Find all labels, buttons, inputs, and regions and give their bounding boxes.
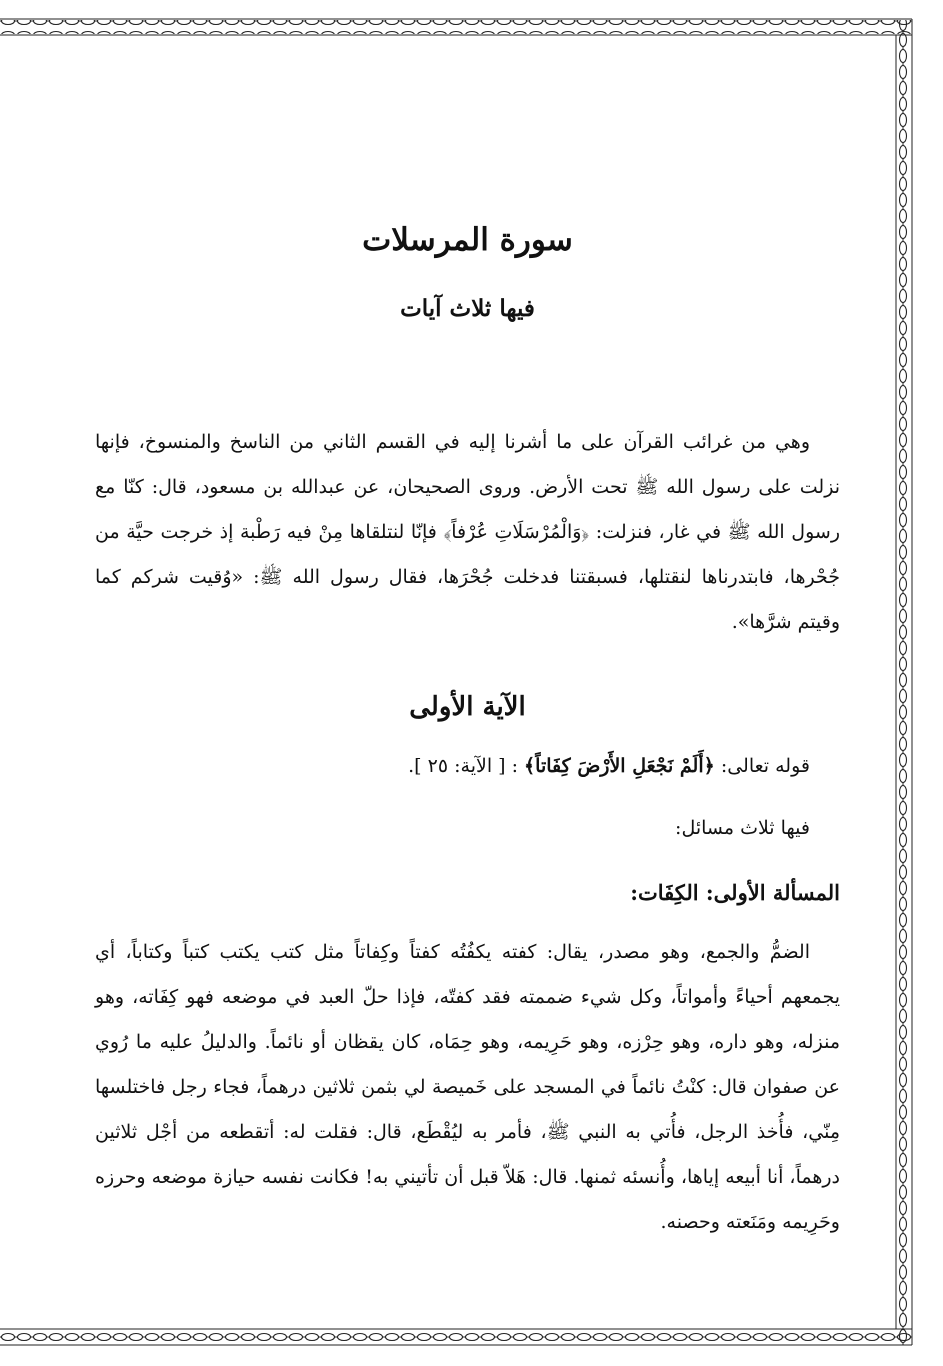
ayah-quote-line bbox=[408, 746, 810, 786]
masail-count: فيها ثلاث مسائل: bbox=[675, 817, 810, 839]
surah-title: سورة المرسلات bbox=[362, 222, 573, 258]
surah-subtitle: فيها ثلاث آيات bbox=[400, 295, 535, 322]
intro-section bbox=[95, 420, 840, 645]
ayah-reference: : [ الآية: ٢٥ ]. bbox=[408, 755, 518, 777]
ayah-intro: قوله تعالى: bbox=[720, 755, 810, 777]
masala-1-heading: المسألة الأولى: الكِفَات: bbox=[630, 880, 840, 905]
masala-1-paragraph: الضمُّ والجمع، وهو مصدر، يقال: كفته يكفُتُه كفتاً وكِفاتاً مثل كتب يكتب كتباً وكتاباً، أي يجمعهم أحياءً وأمواتاً، وكل شيء ضممته فقد كفتّه، فإذا حلّ العبد في موضعه فهو كِفَاته، وهو منزله، وهو داره، وهو حِرْزه، وهو حَرِيمه، وهو حِمَاه، كان يقظان أو نائماً. والدليلُ عليه ما رُوي عن صفوان قال: كنْتُ نائماً في المسجد على خَميصة لي بثمن ثلاثين درهماً، فجاء رجل فاختلسها مِنّي، فأُخذ الرجل، فأُتي به النبي ﷺ، فأمر به ليُقْطَع، قال: فقلت له: أتقطعه من أجْل ثلاثين درهماً، أنا أبيعه إياها، وأُنسئه ثمنها. قال: هَلاّ قبل أن تأتيني به! فكانت نفسه حيازة موضعه وحرزه وحَرِيمه ومَنَعته وحصنه. bbox=[95, 941, 840, 1233]
intro-paragraph: وهي من غرائب القرآن على ما أشرنا إليه في القسم الثاني من الناسخ والمنسوخ، فإنها نزلت على رسول الله ﷺ تحت الأرض. وروى الصحيحان، عن عبدالله بن مسعود، قال: كنّا مع رسول الله ﷺ في غار، فنزلت: ﴿وَالْمُرْسَلَاتِ عُرْفاً﴾ فإنّا لنتلقاها مِنْ فيه رَطْبة إذ خرجت حيَّة من جُحْرها، فابتدرناها لنقتلها، فسبقتنا فدخلت جُحْرَها، فقال رسول الله ﷺ: «وُقيت شركم كما وقيتم شرَّها». bbox=[95, 431, 840, 633]
ayah-heading: الآية الأولى bbox=[409, 692, 526, 722]
page-content bbox=[95, 0, 840, 1366]
masala-1-body bbox=[95, 930, 840, 1245]
ayah-text: ﴿أَلَمْ نَجْعَلِ الأَرْضَ كِفَاتاً﴾ bbox=[524, 755, 715, 777]
